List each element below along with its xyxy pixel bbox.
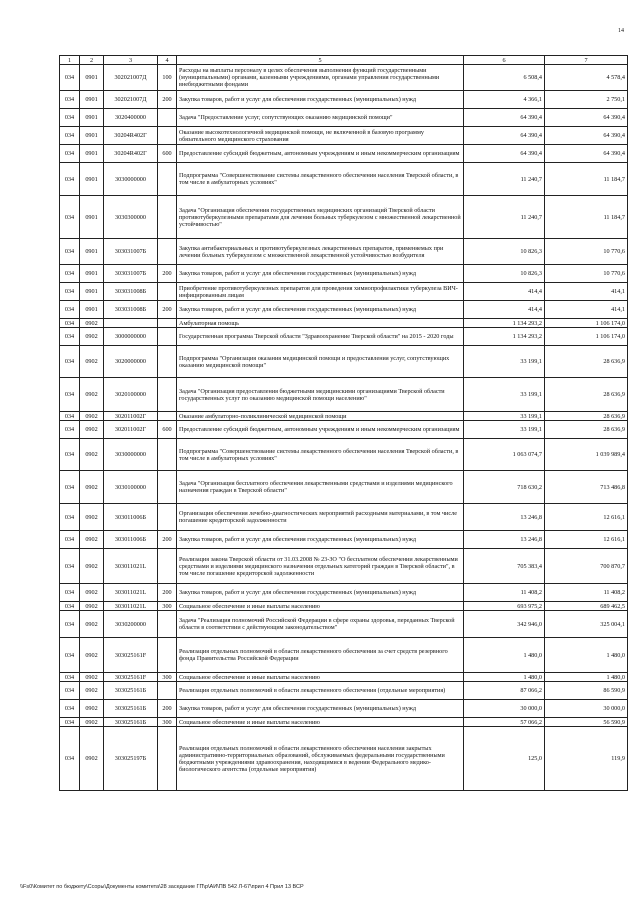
actual-amount-cell: 325 004,1: [545, 611, 628, 638]
expense-type-cell: [158, 109, 177, 127]
description-cell: Предоставление субсидий бюджетным, автономным учреждениям и иным некоммерческим организациям: [177, 421, 464, 439]
target-article-cell: 30204R402Г: [104, 145, 158, 163]
expense-type-cell: [158, 682, 177, 700]
planned-amount-cell: 11 240,7: [464, 163, 545, 196]
expense-type-cell: [158, 439, 177, 471]
section-code-cell: 0901: [80, 196, 104, 239]
header-cell: 2: [80, 56, 104, 65]
description-cell: Подпрограмма "Организация оказания медицинской помощи и предоставления услуг, сопутствующих оказанию медицинской помощи": [177, 346, 464, 378]
actual-amount-cell: 12 616,1: [545, 531, 628, 549]
section-code-cell: 0902: [80, 421, 104, 439]
admin-code-cell: 034: [60, 378, 80, 412]
target-article-cell: 30204R402Г: [104, 127, 158, 145]
section-code-cell: 0901: [80, 265, 104, 283]
section-code-cell: 0902: [80, 673, 104, 682]
actual-amount-cell: 1 480,0: [545, 638, 628, 673]
expense-type-cell: [158, 283, 177, 301]
planned-amount-cell: 1 063 074,7: [464, 439, 545, 471]
target-article-cell: 303025161Б: [104, 682, 158, 700]
actual-amount-cell: 414,1: [545, 283, 628, 301]
target-article-cell: 302011002Г: [104, 412, 158, 421]
target-article-cell: 302021007Д: [104, 65, 158, 91]
table-row: [60, 91, 628, 109]
target-article-cell: 303031008Б: [104, 301, 158, 319]
planned-amount-cell: 64 390,4: [464, 127, 545, 145]
section-code-cell: 0901: [80, 65, 104, 91]
expense-type-cell: 300: [158, 718, 177, 727]
table-row: [60, 718, 628, 727]
section-code-cell: 0902: [80, 584, 104, 602]
planned-amount-cell: 57 066,2: [464, 718, 545, 727]
actual-amount-cell: 713 486,8: [545, 471, 628, 504]
admin-code-cell: 034: [60, 673, 80, 682]
description-cell: Расходы на выплаты персоналу в целях обеспечения выполнения функций государственными (муниципальными) органами, казенными учреждениями, органами управления государственными внебюджетными фондами: [177, 65, 464, 91]
actual-amount-cell: 2 750,1: [545, 91, 628, 109]
table-row: [60, 265, 628, 283]
description-cell: Подпрограмма "Совершенствование системы лекарственного обеспечения населения Тверской области, в том числе в амбулаторных условиях": [177, 163, 464, 196]
target-article-cell: 303011021L: [104, 549, 158, 584]
description-cell: Амбулаторная помощь: [177, 319, 464, 328]
expense-type-cell: 300: [158, 602, 177, 611]
table-row: [60, 163, 628, 196]
table-row: [60, 196, 628, 239]
section-code-cell: 0901: [80, 109, 104, 127]
table-row: [60, 346, 628, 378]
planned-amount-cell: 6 508,4: [464, 65, 545, 91]
planned-amount-cell: 30 000,0: [464, 700, 545, 718]
budget-table-container: [59, 55, 627, 791]
planned-amount-cell: 1 480,0: [464, 638, 545, 673]
expense-type-cell: 200: [158, 531, 177, 549]
section-code-cell: 0902: [80, 378, 104, 412]
actual-amount-cell: 414,1: [545, 301, 628, 319]
description-cell: Предоставление субсидий бюджетным, автономным учреждениям и иным некоммерческим организациям: [177, 145, 464, 163]
target-article-cell: 303025161Б: [104, 700, 158, 718]
description-cell: Закупка товаров, работ и услуг для обеспечения государственных (муниципальных) нужд: [177, 584, 464, 602]
target-article-cell: 303025161Б: [104, 718, 158, 727]
description-cell: Задача "Реализация полномочий Российской Федерации в сфере охраны здоровья, переданных Тверской области в соответствии с действующим законодательством": [177, 611, 464, 638]
expense-type-cell: [158, 346, 177, 378]
planned-amount-cell: 11 240,7: [464, 196, 545, 239]
section-code-cell: 0902: [80, 602, 104, 611]
planned-amount-cell: 10 826,3: [464, 239, 545, 265]
table-row: [60, 65, 628, 91]
table-row: [60, 727, 628, 791]
page-number: 14: [618, 28, 624, 34]
actual-amount-cell: 10 770,6: [545, 239, 628, 265]
section-code-cell: 0902: [80, 412, 104, 421]
admin-code-cell: 034: [60, 727, 80, 791]
header-cell: 4: [158, 56, 177, 65]
table-row: [60, 239, 628, 265]
actual-amount-cell: 56 590,9: [545, 718, 628, 727]
admin-code-cell: 034: [60, 283, 80, 301]
target-article-cell: 303011006Б: [104, 504, 158, 531]
planned-amount-cell: 718 630,2: [464, 471, 545, 504]
admin-code-cell: 034: [60, 239, 80, 265]
target-article-cell: 3030000000: [104, 439, 158, 471]
description-cell: Закупка товаров, работ и услуг для обеспечения государственных (муниципальных) нужд: [177, 91, 464, 109]
section-code-cell: 0902: [80, 638, 104, 673]
actual-amount-cell: 28 636,9: [545, 412, 628, 421]
admin-code-cell: 034: [60, 265, 80, 283]
table-row: [60, 328, 628, 346]
admin-code-cell: 034: [60, 531, 80, 549]
actual-amount-cell: 11 408,2: [545, 584, 628, 602]
actual-amount-cell: 28 636,9: [545, 421, 628, 439]
actual-amount-cell: 64 390,4: [545, 145, 628, 163]
description-cell: Реализация закона Тверской области от 31.03.2008 № 23-ЗО "О бесплатном обеспечении лекарственными средствами и изделиями медицинского назначения отдельных категорий граждан в Тверской области", в том числе погашение кредиторской задолженности: [177, 549, 464, 584]
footer-file-path: \\Fs0\Комитет по бюджету\Ссоры\Документы комитета\28 заседание ГП\р\АИ\ПВ 542 Л-67\прил 4 Прил 13 ВСР: [20, 884, 304, 890]
table-row: [60, 421, 628, 439]
section-code-cell: 0902: [80, 346, 104, 378]
admin-code-cell: 034: [60, 319, 80, 328]
table-row: [60, 471, 628, 504]
description-cell: Закупка товаров, работ и услуг для обеспечения государственных (муниципальных) нужд: [177, 301, 464, 319]
target-article-cell: 303031008Б: [104, 283, 158, 301]
planned-amount-cell: 705 383,4: [464, 549, 545, 584]
actual-amount-cell: 12 616,1: [545, 504, 628, 531]
description-cell: Государственная программа Тверской области "Здравоохранение Тверской области" на 2015 - 2020 годы: [177, 328, 464, 346]
actual-amount-cell: 4 578,4: [545, 65, 628, 91]
description-cell: Реализация отдельных полномочий в области лекарственного обеспечения населения закрытых административно-территориальных образований, обслуживаемых федеральными государственными бюджетными учреждениями здравоохранения, находящимися в ведении Федерального медико-биологического агентства (отдельные мероприятия): [177, 727, 464, 791]
section-code-cell: 0901: [80, 91, 104, 109]
admin-code-cell: 034: [60, 412, 80, 421]
expense-type-cell: [158, 319, 177, 328]
target-article-cell: 3030000000: [104, 163, 158, 196]
planned-amount-cell: 13 246,8: [464, 531, 545, 549]
expense-type-cell: 200: [158, 584, 177, 602]
target-article-cell: 303025161F: [104, 638, 158, 673]
table-header-row: [60, 56, 628, 65]
description-cell: Реализация отдельных полномочий в области лекарственного обеспечения (отдельные мероприятия): [177, 682, 464, 700]
admin-code-cell: 034: [60, 602, 80, 611]
admin-code-cell: 034: [60, 682, 80, 700]
actual-amount-cell: 64 390,4: [545, 127, 628, 145]
section-code-cell: 0901: [80, 301, 104, 319]
planned-amount-cell: 1 134 293,2: [464, 328, 545, 346]
admin-code-cell: 034: [60, 91, 80, 109]
planned-amount-cell: 33 199,1: [464, 346, 545, 378]
target-article-cell: 303031007Б: [104, 265, 158, 283]
section-code-cell: 0901: [80, 239, 104, 265]
expense-type-cell: [158, 328, 177, 346]
section-code-cell: 0902: [80, 727, 104, 791]
actual-amount-cell: 64 390,4: [545, 109, 628, 127]
admin-code-cell: 034: [60, 700, 80, 718]
actual-amount-cell: 11 184,7: [545, 163, 628, 196]
actual-amount-cell: 30 000,0: [545, 700, 628, 718]
section-code-cell: 0902: [80, 504, 104, 531]
admin-code-cell: 034: [60, 439, 80, 471]
table-row: [60, 319, 628, 328]
table-row: [60, 611, 628, 638]
planned-amount-cell: 64 390,4: [464, 145, 545, 163]
table-row: [60, 682, 628, 700]
section-code-cell: 0902: [80, 682, 104, 700]
expense-type-cell: [158, 127, 177, 145]
section-code-cell: 0902: [80, 718, 104, 727]
expense-type-cell: [158, 611, 177, 638]
target-article-cell: 3000000000: [104, 328, 158, 346]
admin-code-cell: 034: [60, 301, 80, 319]
target-article-cell: 303025161F: [104, 673, 158, 682]
expense-type-cell: [158, 378, 177, 412]
section-code-cell: 0901: [80, 163, 104, 196]
admin-code-cell: 034: [60, 611, 80, 638]
header-cell: 6: [464, 56, 545, 65]
admin-code-cell: 034: [60, 718, 80, 727]
description-cell: Реализация отдельных полномочий в области лекарственного обеспечения за счет средств резервного фонда Правительства Российской Федерации: [177, 638, 464, 673]
table-row: [60, 283, 628, 301]
target-article-cell: 302011002Г: [104, 421, 158, 439]
admin-code-cell: 034: [60, 145, 80, 163]
expense-type-cell: [158, 638, 177, 673]
actual-amount-cell: 28 636,9: [545, 346, 628, 378]
header-cell: 1: [60, 56, 80, 65]
table-row: [60, 301, 628, 319]
actual-amount-cell: 10 770,6: [545, 265, 628, 283]
planned-amount-cell: 693 975,2: [464, 602, 545, 611]
planned-amount-cell: 414,4: [464, 301, 545, 319]
description-cell: Социальное обеспечение и иные выплаты населению: [177, 718, 464, 727]
actual-amount-cell: 1 480,0: [545, 673, 628, 682]
header-cell: 7: [545, 56, 628, 65]
planned-amount-cell: 125,0: [464, 727, 545, 791]
expense-type-cell: [158, 239, 177, 265]
actual-amount-cell: 700 870,7: [545, 549, 628, 584]
description-cell: Задача "Организация обеспечения государственных медицинских организаций Тверской области противотуберкулезными препаратами для лечения больных туберкулезом с множественной лекарственной устойчивостью": [177, 196, 464, 239]
description-cell: Организация обеспечения лечебно-диагностических мероприятий расходными материалами, в том числе погашение кредиторской задолженности: [177, 504, 464, 531]
target-article-cell: [104, 319, 158, 328]
description-cell: Закупка товаров, работ и услуг для обеспечения государственных (муниципальных) нужд: [177, 700, 464, 718]
description-cell: Социальное обеспечение и иные выплаты населению: [177, 602, 464, 611]
target-article-cell: 303011006Б: [104, 531, 158, 549]
expense-type-cell: 100: [158, 65, 177, 91]
target-article-cell: 303031007Б: [104, 239, 158, 265]
table-row: [60, 439, 628, 471]
target-article-cell: 303025197Б: [104, 727, 158, 791]
target-article-cell: 3020000000: [104, 346, 158, 378]
target-article-cell: 3030300000: [104, 196, 158, 239]
description-cell: Приобретение противотуберкулезных препаратов для проведения химиопрофилактики туберкулеза ВИЧ-инфицированным лицам: [177, 283, 464, 301]
description-cell: Закупка антибактериальных и противотуберкулезных лекарственных препаратов, применяемых при лечении больных туберкулезом с множественной лекарственной устойчивостью возбудителя: [177, 239, 464, 265]
table-row: [60, 584, 628, 602]
header-cell: 5: [177, 56, 464, 65]
expense-type-cell: 300: [158, 673, 177, 682]
actual-amount-cell: 119,9: [545, 727, 628, 791]
admin-code-cell: 034: [60, 328, 80, 346]
planned-amount-cell: 11 408,2: [464, 584, 545, 602]
description-cell: Задача "Организация предоставления бюджетными медицинскими организациями Тверской области государственных услуг по оказанию медицинской помощи населению": [177, 378, 464, 412]
expense-type-cell: 600: [158, 421, 177, 439]
admin-code-cell: 034: [60, 638, 80, 673]
actual-amount-cell: 28 636,9: [545, 378, 628, 412]
section-code-cell: 0902: [80, 611, 104, 638]
planned-amount-cell: 4 366,1: [464, 91, 545, 109]
expense-type-cell: 600: [158, 145, 177, 163]
description-cell: Закупка товаров, работ и услуг для обеспечения государственных (муниципальных) нужд: [177, 265, 464, 283]
planned-amount-cell: 33 199,1: [464, 421, 545, 439]
target-article-cell: 3020100000: [104, 378, 158, 412]
planned-amount-cell: 64 390,4: [464, 109, 545, 127]
planned-amount-cell: 342 946,0: [464, 611, 545, 638]
table-row: [60, 109, 628, 127]
actual-amount-cell: 11 184,7: [545, 196, 628, 239]
expense-type-cell: 200: [158, 700, 177, 718]
table-row: [60, 531, 628, 549]
section-code-cell: 0902: [80, 531, 104, 549]
table-row: [60, 638, 628, 673]
actual-amount-cell: 1 039 989,4: [545, 439, 628, 471]
admin-code-cell: 034: [60, 421, 80, 439]
table-row: [60, 504, 628, 531]
target-article-cell: 3030100000: [104, 471, 158, 504]
target-article-cell: 3020400000: [104, 109, 158, 127]
section-code-cell: 0901: [80, 145, 104, 163]
table-row: [60, 378, 628, 412]
section-code-cell: 0902: [80, 700, 104, 718]
actual-amount-cell: 689 462,5: [545, 602, 628, 611]
table-row: [60, 145, 628, 163]
section-code-cell: 0902: [80, 549, 104, 584]
section-code-cell: 0902: [80, 439, 104, 471]
section-code-cell: 0901: [80, 127, 104, 145]
planned-amount-cell: 13 246,8: [464, 504, 545, 531]
description-cell: Социальное обеспечение и иные выплаты населению: [177, 673, 464, 682]
expense-type-cell: [158, 196, 177, 239]
section-code-cell: 0902: [80, 319, 104, 328]
admin-code-cell: 034: [60, 163, 80, 196]
table-row: [60, 412, 628, 421]
table-row: [60, 673, 628, 682]
table-row: [60, 127, 628, 145]
budget-table: [59, 55, 628, 791]
description-cell: Подпрограмма "Совершенствование системы лекарственного обеспечения населения Тверской области, в том числе в амбулаторных условиях": [177, 439, 464, 471]
admin-code-cell: 034: [60, 504, 80, 531]
expense-type-cell: [158, 412, 177, 421]
section-code-cell: 0902: [80, 471, 104, 504]
expense-type-cell: 200: [158, 91, 177, 109]
planned-amount-cell: 1 134 293,2: [464, 319, 545, 328]
expense-type-cell: [158, 471, 177, 504]
target-article-cell: 303011021L: [104, 584, 158, 602]
expense-type-cell: 200: [158, 265, 177, 283]
description-cell: Задача "Предоставление услуг, сопутствующих оказанию медицинской помощи": [177, 109, 464, 127]
table-row: [60, 549, 628, 584]
description-cell: Оказание высокотехнологичной медицинской помощи, не включенной в базовую программу обязательного медицинского страхования: [177, 127, 464, 145]
admin-code-cell: 034: [60, 346, 80, 378]
actual-amount-cell: 1 106 174,0: [545, 328, 628, 346]
table-row: [60, 602, 628, 611]
target-article-cell: 303011021L: [104, 602, 158, 611]
admin-code-cell: 034: [60, 109, 80, 127]
description-cell: Закупка товаров, работ и услуг для обеспечения государственных (муниципальных) нужд: [177, 531, 464, 549]
target-article-cell: 302021007Д: [104, 91, 158, 109]
planned-amount-cell: 10 826,3: [464, 265, 545, 283]
actual-amount-cell: 1 106 174,0: [545, 319, 628, 328]
expense-type-cell: [158, 163, 177, 196]
admin-code-cell: 034: [60, 127, 80, 145]
planned-amount-cell: 87 066,2: [464, 682, 545, 700]
section-code-cell: 0901: [80, 283, 104, 301]
admin-code-cell: 034: [60, 65, 80, 91]
description-cell: Задача "Организация бесплатного обеспечения лекарственными средствами и изделиями медицинского назначения граждан в Тверской области": [177, 471, 464, 504]
expense-type-cell: [158, 727, 177, 791]
planned-amount-cell: 33 199,1: [464, 378, 545, 412]
target-article-cell: 3030200000: [104, 611, 158, 638]
planned-amount-cell: 33 199,1: [464, 412, 545, 421]
description-cell: Оказание амбулаторно-поликлинической медицинской помощи: [177, 412, 464, 421]
header-cell: 3: [104, 56, 158, 65]
expense-type-cell: [158, 504, 177, 531]
planned-amount-cell: 414,4: [464, 283, 545, 301]
admin-code-cell: 034: [60, 196, 80, 239]
expense-type-cell: 200: [158, 301, 177, 319]
expense-type-cell: [158, 549, 177, 584]
admin-code-cell: 034: [60, 584, 80, 602]
admin-code-cell: 034: [60, 471, 80, 504]
planned-amount-cell: 1 480,0: [464, 673, 545, 682]
actual-amount-cell: 86 590,9: [545, 682, 628, 700]
table-row: [60, 700, 628, 718]
admin-code-cell: 034: [60, 549, 80, 584]
section-code-cell: 0902: [80, 328, 104, 346]
